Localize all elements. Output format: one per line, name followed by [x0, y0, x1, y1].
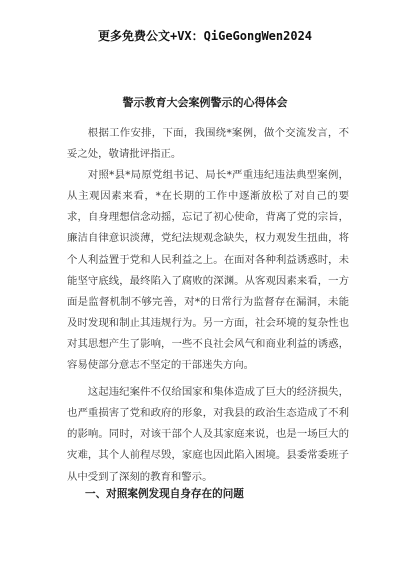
body-paragraph: 对照*县*局原党组书记、局长*严重违纪违法典型案例，从主观因素来看，*在长期的工作中逐渐放松了对自己的要求，自身理想信念动摇，忘记了初心使命，背离了党的宗旨，廉洁自律意识淡薄，党纪法规观念缺失，权力观发生扭曲，将个人利益置于党和人民利益之上。在面对各种利益诱惑时，未能坚守底线，最终陷入了腐败的深渊。从客观因素来看，一方面是监督机制不够完善，对*的日常行为监督存在漏洞，未能及时发现和制止其违规行为。另一方面，社会环境的复杂性也对其思想产生了影响，一些不良社会风气和商业利益的诱惑，容易使部分意志不坚定的干部迷失方向。 [67, 169, 349, 372]
promo-banner: 更多免费公文+VX：QiGeGongWen2024 [97, 29, 313, 43]
section-heading: 一、对照案例发现自身存在的问题 [85, 488, 244, 500]
body-paragraph: 根据工作安排，下面，我围绕*案例，做个交流发言，不妥之处，敬请批评指正。 [67, 127, 349, 161]
document-title: 警示教育大会案例警示的心得体会 [122, 96, 288, 109]
document-body [67, 123, 349, 488]
body-paragraph: 这起违纪案件不仅给国家和集体造成了巨大的经济损失，也严重损害了党和政府的形象，对我县的政治生态造成了不利的影响。同时，对该干部个人及其家庭来说，也是一场巨大的灾难，其个人前程尽毁，家庭也因此陷入困境。县委常委班子从中受到了深刻的教育和警示。 [67, 386, 349, 483]
